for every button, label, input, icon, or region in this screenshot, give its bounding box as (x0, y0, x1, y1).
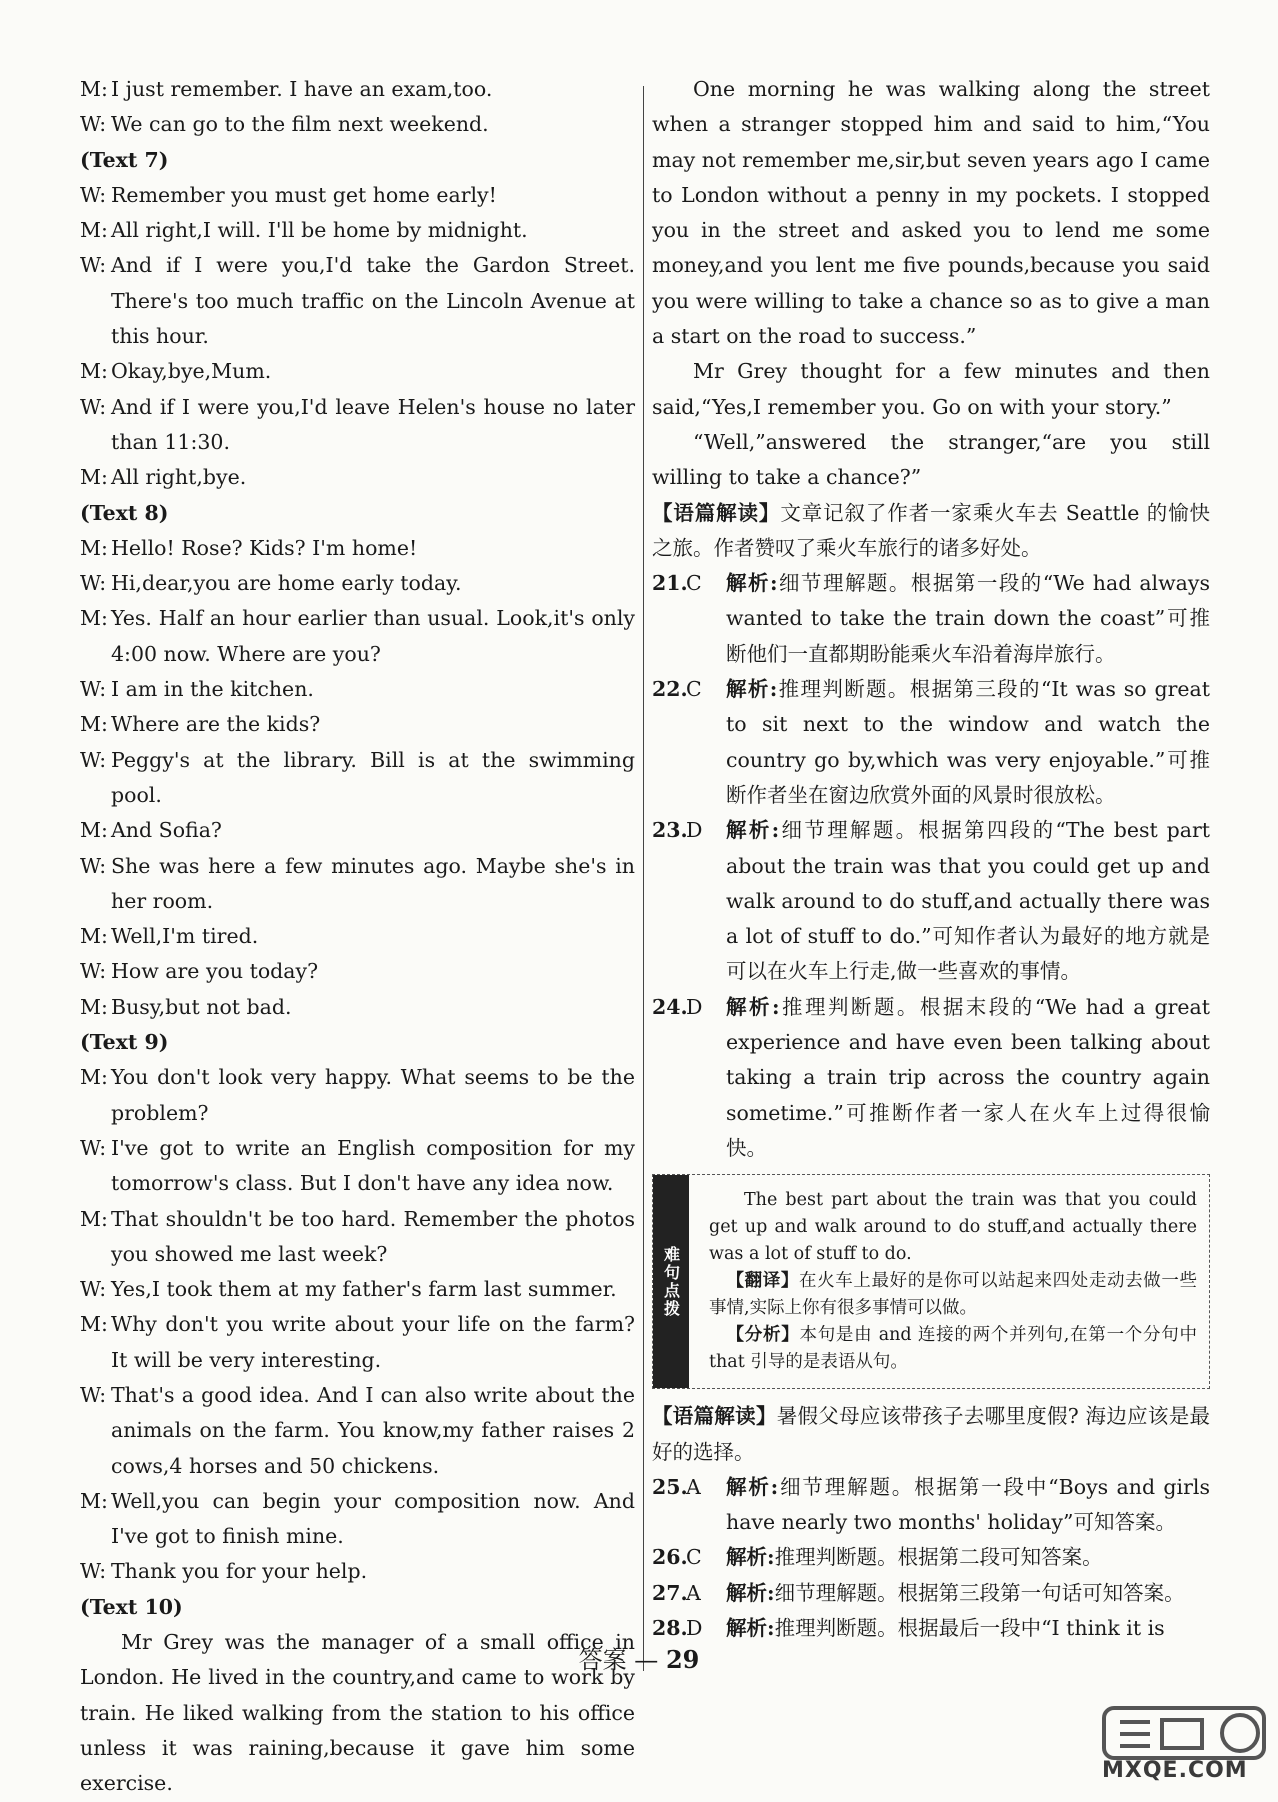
speaker-label: M: (80, 1065, 108, 1090)
speaker-label: M: (80, 359, 108, 384)
utterance-text: She was here a few minutes ago. Maybe she's in her room. (111, 853, 635, 913)
explanation-text: 推理判断题。根据第二段可知答案。 (774, 1545, 1103, 1570)
speaker-label: M: (80, 1206, 108, 1231)
explanation-text: 推理判断题。根据最后一段中“I think it is (774, 1615, 1165, 1640)
answer-lead (652, 566, 726, 672)
dialogue-line (80, 601, 635, 672)
speaker-label: M: (80, 218, 108, 243)
answer-letter: D (686, 1615, 703, 1640)
answer-explanation (726, 1576, 1210, 1611)
answer-letter: C (686, 571, 702, 596)
answer-lead (652, 1540, 726, 1575)
explanation-tag: 解析: (726, 818, 780, 843)
question-number: 21. (652, 571, 688, 596)
answer-letter: C (686, 1545, 702, 1570)
utterance-text: That's a good idea. And I can also write about the animals on the farm. You know,my father raises 2 cows,4 horses and 50 chickens. (111, 1382, 635, 1478)
dialogue-line (80, 390, 635, 461)
watermark-text: MXQE.COM (1102, 1758, 1248, 1783)
speaker-label: W: (80, 1559, 107, 1584)
utterance-text: Hi,dear,you are home early today. (111, 571, 462, 596)
explanation-text: 细节理解题。根据第一段中“Boys and girls have nearly two months' holiday”可知答案。 (726, 1474, 1210, 1535)
answer-explanation (726, 813, 1210, 989)
utterance-text: And Sofia? (111, 818, 222, 843)
dialogue-line (80, 849, 635, 920)
sentence-analysis: 【分析】本句是由 and 连接的两个并列句,在第一个分句中 that 引导的是表语从句。 (709, 1325, 1198, 1373)
explanation-tag: 解析: (726, 1580, 775, 1605)
story-paragraph: Mr Grey was the manager of a small office in London. He lived in the country,and came to work by train. He liked walking from the station to his office unless it was raining,because it gave him some exercise. (80, 1630, 635, 1796)
sentence-note-box (652, 1174, 1210, 1389)
utterance-text: Yes,I took them at my father's farm last summer. (111, 1277, 617, 1302)
speaker-label: W: (80, 1135, 107, 1160)
question-number: 23. (652, 818, 688, 843)
dialogue-line (80, 954, 635, 989)
passage-analysis (652, 1399, 1210, 1470)
dialogue-line (80, 1131, 635, 1202)
utterance-text: Yes. Half an hour earlier than usual. Look,it's only 4:00 now. Where are you? (111, 606, 635, 666)
answer-item (652, 566, 1210, 672)
dialogue-line (80, 1060, 635, 1131)
page-footer (0, 1640, 1278, 1675)
question-number: 28. (652, 1615, 688, 1640)
speaker-label: M: (80, 1312, 108, 1337)
dialogue-line (80, 531, 635, 566)
section-heading: (Text 9) (80, 1030, 169, 1055)
analysis-label: 【语篇解读】 (652, 500, 781, 525)
answer-letter: D (686, 994, 703, 1019)
left-column (80, 72, 635, 1802)
explanation-text: 细节理解题。根据第三段第一句话可知答案。 (774, 1580, 1185, 1605)
answer-letter: D (686, 818, 703, 843)
dialogue-line (80, 354, 635, 389)
sentence-note-side-label: 难句点拨 (653, 1175, 689, 1388)
speaker-label: W: (80, 677, 107, 702)
utterance-text: Busy,but not bad. (111, 994, 292, 1019)
page-number: 29 (665, 1645, 700, 1674)
utterance-text: That shouldn't be too hard. Remember the photos you showed me last week? (111, 1206, 635, 1266)
utterance-text: Peggy's at the library. Bill is at the swimming pool. (111, 747, 635, 807)
section-heading: (Text 7) (80, 147, 169, 172)
explanation-text: 推理判断题。根据第三段的“It was so great to sit next to the window and watch the country go by,which was very enjoyable.”可推断作者坐在窗边欣赏外面的风景时很放松。 (726, 677, 1210, 807)
dialogue-line (80, 990, 635, 1025)
dialogue-line (80, 1484, 635, 1555)
explanation-text: 细节理解题。根据第四段的“The best part about the train was that you could get up and walk around to do stuff,and actually there was a lot of stuff to do.”可知作者认为最好的地方就是可以在火车上行走,做一些喜欢的事情。 (726, 818, 1210, 984)
dialogue-line (80, 1202, 635, 1273)
speaker-label: W: (80, 182, 107, 207)
answer-lead (652, 1470, 726, 1541)
dialogue-line (80, 743, 635, 814)
answer-explanation (726, 990, 1210, 1166)
question-list (652, 1470, 1210, 1646)
dialogue-line (80, 1307, 635, 1378)
answer-item (652, 813, 1210, 989)
answer-item (652, 1576, 1210, 1611)
question-list (652, 566, 1210, 1166)
sentence-translation: 【翻译】在火车上最好的是你可以站起来四处走动去做一些事情,实际上你有很多事情可以做。 (709, 1271, 1198, 1319)
section-heading: (Text 10) (80, 1594, 183, 1619)
speaker-label: W: (80, 112, 107, 137)
analysis-label: 【语篇解读】 (652, 1404, 777, 1429)
question-number: 24. (652, 994, 688, 1019)
sentence-english: The best part about the train was that you could get up and walk around to do stuff,and actually there was a lot of stuff to do. (709, 1190, 1197, 1265)
dialogue-line (80, 213, 635, 248)
explanation-tag: 解析: (726, 571, 778, 596)
utterance-text: All right,I will. I'll be home by midnight. (111, 218, 528, 243)
dialogue-line (80, 1378, 635, 1484)
analysis-text: 文章记叙了作者一家乘火车去 Seattle 的愉快之旅。作者赞叹了乘火车旅行的诸多好处。 (652, 500, 1211, 560)
dialogue-line (80, 707, 635, 742)
utterance-text: Why don't you write about your life on the farm? It will be very interesting. (111, 1312, 635, 1372)
answer-item (652, 1540, 1210, 1575)
answer-explanation (726, 1470, 1210, 1541)
utterance-text: Well,I'm tired. (111, 924, 259, 949)
utterance-text: Remember you must get home early! (111, 182, 497, 207)
analysis-text: 暑假父母应该带孩子去哪里度假? 海边应该是最好的选择。 (652, 1404, 1210, 1464)
speaker-label: M: (80, 606, 108, 631)
explanation-tag: 解析: (726, 1474, 779, 1499)
speaker-label: W: (80, 1277, 107, 1302)
question-number: 25. (652, 1474, 688, 1499)
utterance-text: And if I were you,I'd take the Gardon Street. There's too much traffic on the Lincoln Avenue at this hour. (111, 253, 635, 349)
utterance-text: And if I were you,I'd leave Helen's house no later than 11:30. (111, 394, 635, 454)
dialogue-line (80, 248, 635, 354)
section-heading: (Text 8) (80, 500, 169, 525)
explanation-tag: 解析: (726, 1545, 775, 1570)
utterance-text: We can go to the film next weekend. (111, 112, 489, 137)
dialogue-line (80, 1272, 635, 1307)
answer-explanation (726, 672, 1210, 813)
dialogue-line (80, 919, 635, 954)
column-divider (643, 86, 644, 1671)
speaker-label: M: (80, 818, 108, 843)
utterance-text: Where are the kids? (111, 712, 321, 737)
speaker-label: W: (80, 571, 107, 596)
utterance-text: Thank you for your help. (111, 1559, 368, 1584)
answer-explanation (726, 566, 1210, 672)
answer-lead (652, 990, 726, 1166)
speaker-label: W: (80, 253, 107, 278)
question-number: 27. (652, 1580, 688, 1605)
speaker-label: M: (80, 712, 108, 737)
dialogue-line (80, 672, 635, 707)
answer-lead (652, 813, 726, 989)
answer-lead (652, 1576, 726, 1611)
answer-item (652, 672, 1210, 813)
dialogue-line (80, 813, 635, 848)
utterance-text: You don't look very happy. What seems to be the problem? (111, 1065, 635, 1125)
utterance-text: How are you today? (111, 959, 319, 984)
utterance-text: I just remember. I have an exam,too. (111, 77, 493, 101)
speaker-label: M: (80, 77, 108, 101)
explanation-text: 细节理解题。根据第一段的“We had always wanted to take the train down the coast”可推断他们一直都期盼能乘火车沿着海岸旅行。 (726, 571, 1210, 666)
speaker-label: W: (80, 1382, 107, 1407)
utterance-text: Hello! Rose? Kids? I'm home! (111, 535, 418, 560)
answer-explanation (726, 1540, 1210, 1575)
dialogue-line (80, 1554, 635, 1589)
answer-lead (652, 672, 726, 813)
explanation-tag: 解析: (726, 1615, 775, 1640)
utterance-text: All right,bye. (111, 465, 247, 490)
speaker-label: W: (80, 747, 107, 772)
dialogue-line (80, 566, 635, 601)
speaker-label: W: (80, 394, 107, 419)
question-number: 22. (652, 677, 688, 702)
footer-label: 答案 — (578, 1646, 659, 1674)
dialogue-line (80, 72, 635, 107)
speaker-label: M: (80, 1488, 108, 1513)
question-number: 26. (652, 1545, 688, 1570)
speaker-label: W: (80, 853, 107, 878)
answer-letter: A (686, 1580, 701, 1605)
story-paragraph: “Well,”answered the stranger,“are you still willing to take a chance?” (652, 429, 1210, 490)
utterance-text: I am in the kitchen. (111, 677, 314, 702)
explanation-tag: 解析: (726, 994, 780, 1019)
utterance-text: I've got to write an English composition for my tomorrow's class. But I don't have any idea now. (111, 1135, 635, 1196)
speaker-label: W: (80, 959, 107, 984)
answer-letter: C (686, 677, 702, 702)
dialogue-line (80, 460, 635, 495)
utterance-text: Okay,bye,Mum. (111, 359, 272, 384)
explanation-tag: 解析: (726, 677, 778, 702)
story-paragraph: Mr Grey thought for a few minutes and then said,“Yes,I remember you. Go on with your story.” (652, 359, 1210, 419)
speaker-label: M: (80, 924, 108, 949)
utterance-text: Well,you can begin your composition now. And I've got to finish mine. (111, 1488, 635, 1549)
speaker-label: M: (80, 465, 108, 490)
right-column (652, 72, 1210, 1646)
answer-item (652, 990, 1210, 1166)
story-paragraph: One morning he was walking along the street when a stranger stopped him and said to him,“You may not remember me,sir,but seven years ago I came to London without a penny in my pockets. I stopped you in the street and asked you to lend me some money,and you lent me five pounds,because you said you were willing to take a chance so as to give a man a start on the road to success.” (652, 77, 1210, 349)
answer-item (652, 1470, 1210, 1541)
explanation-text: 推理判断题。根据末段的“We had a great experience and have even been talking about taking a train trip across the country again sometime.”可推断作者一家人在火车上过得很愉快。 (726, 994, 1211, 1160)
passage-analysis (652, 496, 1210, 567)
dialogue-line (80, 107, 635, 142)
answer-letter: A (686, 1474, 701, 1499)
dialogue-line (80, 178, 635, 213)
speaker-label: M: (80, 535, 108, 560)
speaker-label: M: (80, 994, 108, 1019)
